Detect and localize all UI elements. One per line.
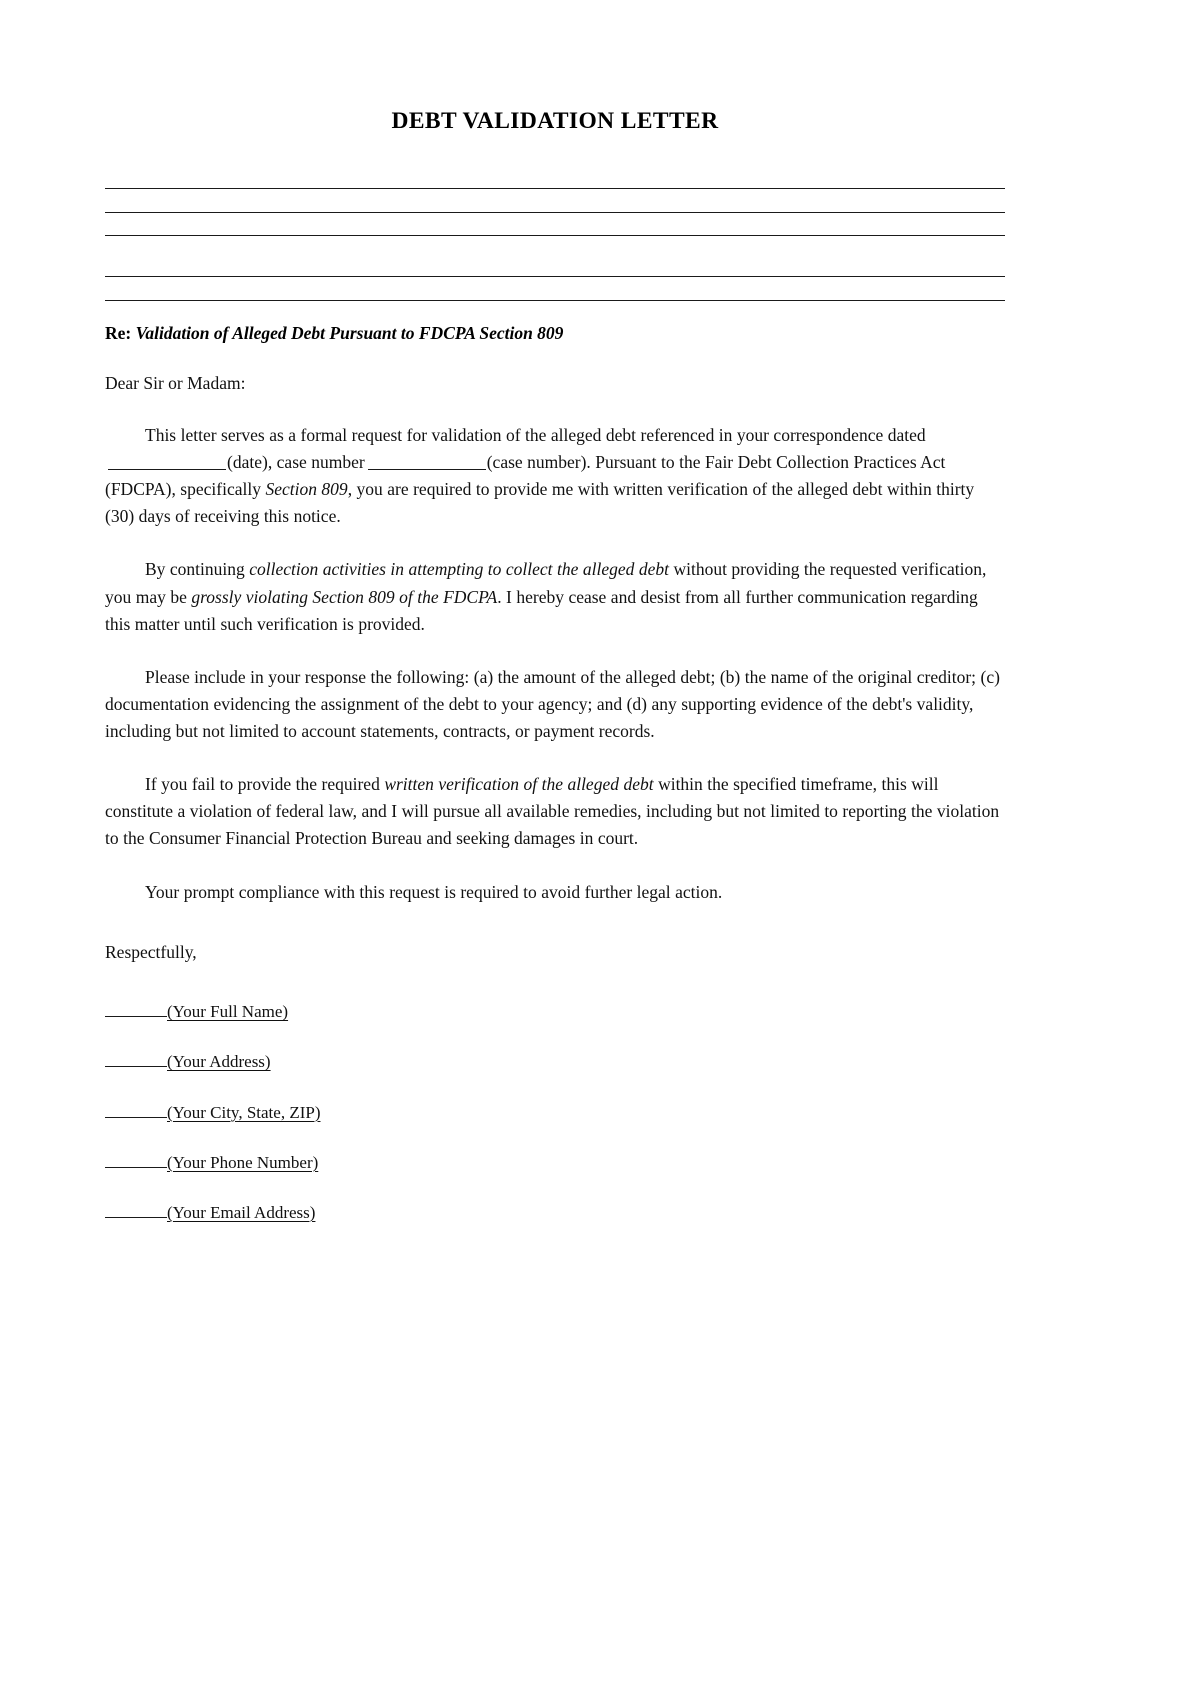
- p2-segment-2: without providing the requested verification, you may be: [105, 559, 987, 607]
- paragraph-failure-consequences: [105, 771, 1005, 852]
- phone-number-label: (Your Phone Number): [167, 1152, 319, 1172]
- p2-emphasis-collection-activities: collection activities in attempting to collect the alleged debt: [249, 559, 669, 580]
- p1-segment-4: , you are required to provide me with written verification of the alleged debt within thirty (30) days of receiving this notice.: [105, 479, 975, 527]
- address-label: (Your Address): [167, 1052, 271, 1072]
- re-subject: Validation of Alleged Debt Pursuant to FDCPA Section 809: [135, 322, 564, 343]
- p1-segment-1: This letter serves as a formal request for validation of the alleged debt referenced in your correspondence dated: [145, 424, 926, 445]
- p2-segment-3: . I hereby cease and desist from all further communication regarding this matter until such verification is provided.: [105, 586, 978, 634]
- address-blank-line-2[interactable]: [105, 212, 1005, 213]
- full-name-blank-field[interactable]: [105, 1003, 167, 1017]
- address-blank-line-3[interactable]: [105, 235, 1005, 236]
- p1-segment-3: . Pursuant to the Fair Debt Collection Practices Act (FDCPA), specifically: [105, 452, 946, 500]
- date-blank-field[interactable]: [108, 452, 226, 470]
- address-blank-field[interactable]: [105, 1053, 167, 1067]
- p1-emphasis-section-809: Section 809: [265, 479, 348, 500]
- p1-date-label: (date): [227, 452, 268, 473]
- p4-segment-2: within the specified timeframe, this will constitute a violation of federal law, and I will pursue all available remedies, including but not limited to reporting the violation to the Consumer Financial Protection Bureau and seeking damages in court.: [105, 774, 1000, 849]
- city-state-zip-label: (Your City, State, ZIP): [167, 1102, 321, 1122]
- p4-emphasis-written-verification: written verification of the alleged debt: [384, 774, 654, 795]
- address-blank-lines: [105, 188, 1005, 301]
- phone-number-blank-field[interactable]: [105, 1153, 167, 1167]
- document-content: [105, 0, 1005, 1224]
- signature-line-email-address: [105, 1202, 1005, 1224]
- paragraph-required-response-items: Please include in your response the following: (a) the amount of the alleged debt; (b) the name of the original creditor; (c) documentation evidencing the assignment of the debt to your agency; and (d) any supporting evidence of the debt's validity, including but not limited to account statements, contracts, or payment records.: [105, 666, 1000, 742]
- closing-salutation: Respectfully,: [105, 941, 197, 962]
- signature-line-phone-number: [105, 1152, 1005, 1174]
- salutation: Dear Sir or Madam:: [105, 373, 246, 394]
- signature-line-address: [105, 1051, 1005, 1073]
- signature-line-city-state-zip: [105, 1102, 1005, 1124]
- address-blank-line-5[interactable]: [105, 300, 1005, 301]
- paragraph-prompt-compliance: Your prompt compliance with this request is required to avoid further legal action.: [145, 881, 723, 902]
- re-label: Re:: [105, 322, 132, 343]
- p1-case-number-label: (case number): [486, 452, 587, 473]
- signature-block: [105, 1001, 1005, 1223]
- city-state-zip-blank-field[interactable]: [105, 1103, 167, 1117]
- signature-line-full-name: [105, 1001, 1005, 1023]
- address-blank-line-1[interactable]: [105, 188, 1005, 189]
- p1-segment-2: , case number: [267, 452, 365, 473]
- p2-segment-1: By continuing: [145, 559, 245, 580]
- full-name-label: (Your Full Name): [167, 1002, 289, 1022]
- paragraph-request-validation: [105, 422, 1005, 531]
- p2-emphasis-grossly-violating: grossly violating Section 809 of the FDCPA: [191, 586, 498, 607]
- page-title: DEBT VALIDATION LETTER: [391, 108, 719, 134]
- paragraph-cease-and-desist: [105, 556, 1005, 637]
- p4-segment-1: If you fail to provide the required: [145, 774, 380, 795]
- email-address-blank-field[interactable]: [105, 1203, 167, 1217]
- email-address-label: (Your Email Address): [167, 1202, 316, 1222]
- case-number-blank-field[interactable]: [368, 452, 486, 470]
- address-blank-line-4[interactable]: [105, 276, 1005, 277]
- re-line: [105, 322, 1005, 346]
